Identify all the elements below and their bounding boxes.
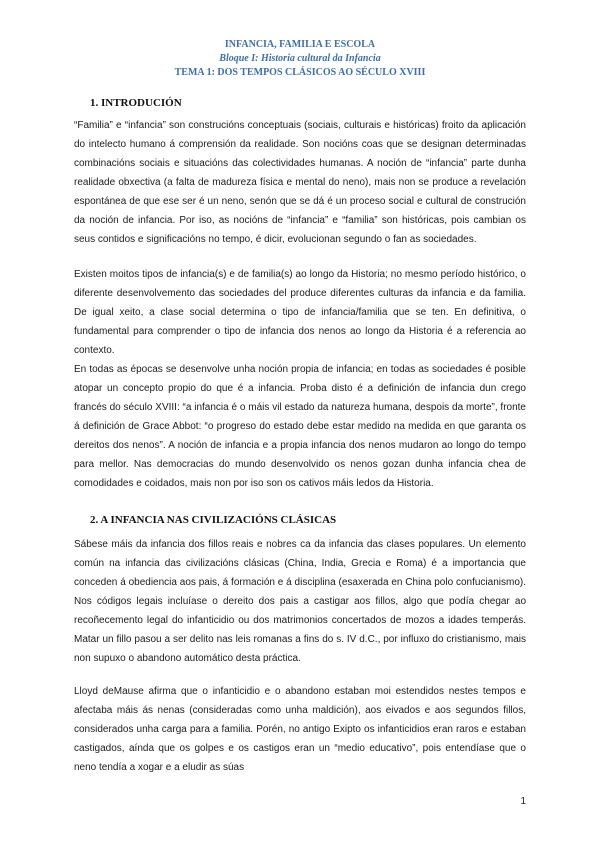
document-header — [0, 38, 600, 80]
paragraph: Existen moitos tipos de infancia(s) e de familia(s) ao longo da Historia; no mesmo período histórico, o diferente desenvolvemento das sociedades del produce diferentes culturas da infancia e da familia. De igual xeito, a clase social determina o tipo de infancia/familia que se ten. En definitiva, o fundamental para comprender o tipo de infancia dos nenos ao longo da Historia é a referencia ao contexto. — [74, 269, 526, 356]
section-heading-classical: 2. A INFANCIA NAS CIVILIZACIÓNS CLÁSICAS — [90, 514, 337, 526]
paragraph: “Familia” e “infancia” son construcións conceptuais (sociais, culturais e históricas) froito da aplicación do intelecto humano á comprensión da realidade. Son nocións coas que se designan determinadas combinacións sociais e situacións das colectividades humanas. A noción de “infancia” parte dunha realidade obxectiva (a falta de madureza física e mental do neno), mais non se produce a revelación espontánea de que ese ser é un neno, senón que se dá é un proceso social e cultural de construción da noción de infancia. Por iso, as nocións de “infancia” e “familia” son históricas, pois cambian os seus contidos e significacións no tempo, é dicir, evolucionan segundo o fan as sociedades. — [74, 120, 526, 245]
block-title: Bloque I: Historia cultural da Infancia — [219, 53, 381, 64]
page-number: 1 — [520, 796, 526, 807]
paragraph: En todas as épocas se desenvolve unha noción propia de infancia; en todas as sociedades é posible atopar un concepto propio do que é a infancia. Proba disto é a definición de infancia dun crego francés do século XVIII: “a infancia é o máis vil estado da natureza humana, despois da morte”, fronte á definición de Grace Abbot: “o progreso do estado debe estar medido na medida en que garanta os dereitos dos nenos”. A noción de infancia e a propia infancia dos nenos mudaron ao longo do tempo para mellor. Nas democracias do mundo desenvolvido os nenos gozan dunha infancia chea de comodidades e coidados, mais non por iso son os cativos máis ledos da Historia. — [74, 364, 526, 489]
section-heading-introduction: 1. INTRODUCIÓN — [90, 97, 182, 109]
topic-title: TEMA 1: DOS TEMPOS CLÁSICOS AO SÉCULO XVIII — [174, 67, 426, 78]
paragraph: Sábese máis da infancia dos fillos reais e nobres ca da infancia das clases populares. Un elemento común na infancia das civilizacións clásicas (China, India, Grecia e Roma) é a importancia que conceden á obediencia aos pais, á formación e á disciplina (esaxerada en China polo confucianismo). Nos códigos legais incluíase o dereito dos pais a castigar aos fillos, algo que podía chegar ao recoñecemento legal do infanticidio ou dos matrimonios concertados de mozos a idades temperás. Matar un fillo pasou a ser delito nas leis romanas a fins do s. IV d.C., por influxo do cristianismo, mais non supuxo o abandono automático desta práctica. — [74, 539, 526, 664]
paragraph: Lloyd deMause afirma que o infanticidio e o abandono estaban moi estendidos nestes tempos e afectaba máis ás nenas (consideradas como unha maldición), aos eivados e aos segundos fillos, considerados unha carga para a familia. Porén, no antigo Exipto os infanticidios eran raros e estaban castigados, aínda que os golpes e os castigos eran un “medio educativo”, pois entendíase que o neno tendía a xogar e a eludir as súas — [74, 686, 526, 773]
course-title: INFANCIA, FAMILIA E ESCOLA — [224, 39, 376, 50]
